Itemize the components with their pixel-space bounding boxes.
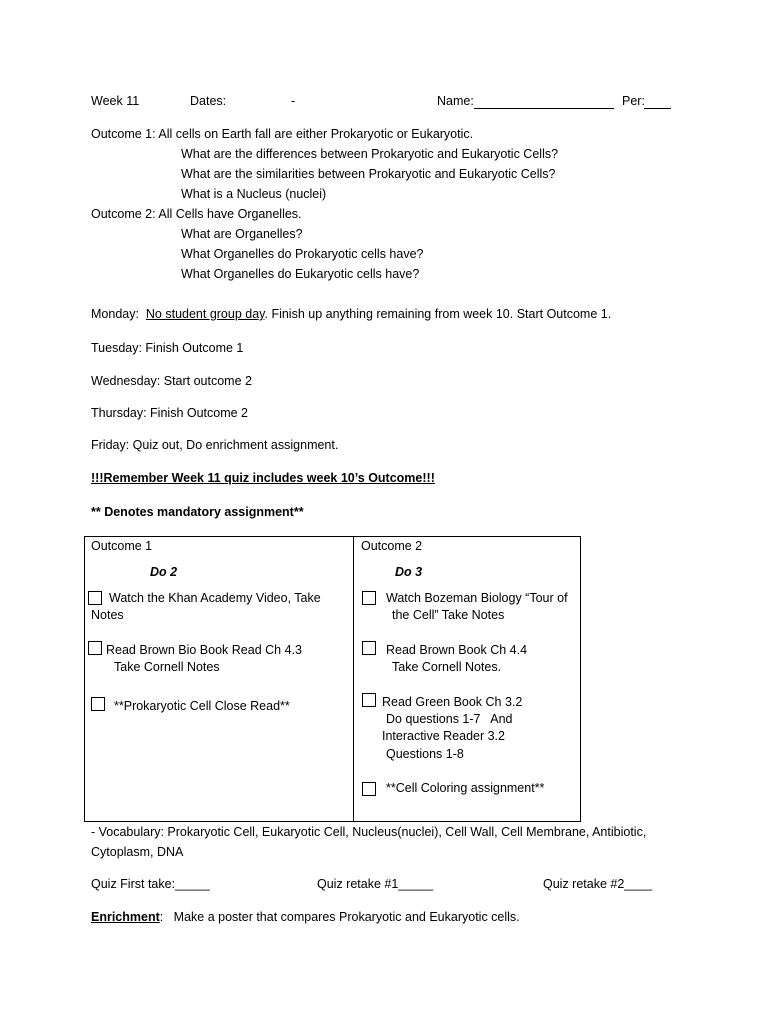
header-dates-dash: - — [291, 94, 296, 108]
header-per-underline — [644, 108, 671, 109]
col1-item2-checkbox[interactable] — [88, 641, 102, 655]
outcome-2-question: What are Organelles? — [181, 227, 303, 241]
enrichment-label: Enrichment — [91, 910, 160, 924]
monday-underlined: No student group day — [145, 307, 265, 321]
col1-item3-checkbox[interactable] — [91, 697, 105, 711]
col1-item3: **Prokaryotic Cell Close Read** — [114, 699, 290, 713]
schedule-friday: Friday: Quiz out, Do enrichment assignment. — [91, 438, 339, 452]
quiz-retake-1: Quiz retake #1_____ — [317, 877, 434, 891]
col2-item2-line2: Take Cornell Notes. — [392, 660, 502, 674]
outcome-1-question: What is a Nucleus (nuclei) — [181, 187, 327, 201]
col1-title: Outcome 1 — [91, 539, 153, 553]
outcome-2-question: What Organelles do Prokaryotic cells have? — [181, 247, 424, 261]
vocabulary-line2: Cytoplasm, DNA — [91, 845, 184, 859]
outcome-2-title: Outcome 2: All Cells have Organelles. — [91, 207, 302, 221]
col2-item4: **Cell Coloring assignment** — [386, 781, 545, 795]
outcome-1-question: What are the similarities between Prokaryotic and Eukaryotic Cells? — [181, 167, 556, 181]
col2-item3-line2: Do questions 1-7 And — [386, 712, 513, 726]
outcome-2-question: What Organelles do Eukaryotic cells have? — [181, 267, 420, 281]
monday-suffix: . Finish up anything remaining from week 10. Start Outcome 1. — [264, 307, 612, 321]
schedule-monday — [91, 307, 611, 321]
header-week: Week 11 — [91, 94, 140, 108]
col1-item1-checkbox[interactable] — [88, 591, 102, 605]
monday-prefix: Monday: — [91, 307, 146, 321]
quiz-first-take: Quiz First take:_____ — [91, 877, 210, 891]
col1-item1-line1: Watch the Khan Academy Video, Take — [109, 591, 321, 605]
col2-do: Do 3 — [395, 565, 423, 579]
col2-item3-line3: Interactive Reader 3.2 — [382, 729, 505, 743]
col2-item1-checkbox[interactable] — [362, 591, 376, 605]
col2-item1-line1: Watch Bozeman Biology “Tour of — [386, 591, 568, 605]
col1-item2-line1: Read Brown Bio Book Read Ch 4.3 — [106, 643, 302, 657]
col1-do: Do 2 — [150, 565, 178, 579]
assignment-table — [84, 536, 581, 822]
vocabulary-line1: - Vocabulary: Prokaryotic Cell, Eukaryotic Cell, Nucleus(nuclei), Cell Wall, Cell Membrane, Antibiotic, — [91, 825, 647, 839]
enrichment — [91, 910, 520, 924]
col2-item3-line1: Read Green Book Ch 3.2 — [382, 695, 523, 709]
header-dates-label: Dates: — [190, 94, 227, 108]
enrichment-text: : Make a poster that compares Prokaryotic and Eukaryotic cells. — [159, 910, 520, 924]
table-divider — [353, 537, 354, 821]
header-name-underline — [474, 108, 614, 109]
col1-item2-line2: Take Cornell Notes — [114, 660, 220, 674]
header-name-label: Name: — [437, 94, 474, 108]
schedule-thursday: Thursday: Finish Outcome 2 — [91, 406, 249, 420]
header-per-label: Per: — [622, 94, 645, 108]
schedule-tuesday: Tuesday: Finish Outcome 1 — [91, 341, 244, 355]
col2-item4-checkbox[interactable] — [362, 782, 376, 796]
mandatory-note: ** Denotes mandatory assignment** — [91, 505, 304, 519]
col2-item3-line4: Questions 1-8 — [386, 747, 464, 761]
schedule-wednesday: Wednesday: Start outcome 2 — [91, 374, 252, 388]
outcome-1-question: What are the differences between Prokaryotic and Eukaryotic Cells? — [181, 147, 559, 161]
col1-item1-line2: Notes — [91, 608, 124, 622]
quiz-retake-2: Quiz retake #2____ — [543, 877, 653, 891]
outcome-1-title: Outcome 1: All cells on Earth fall are either Prokaryotic or Eukaryotic. — [91, 127, 474, 141]
col2-item2-checkbox[interactable] — [362, 641, 376, 655]
reminder-text: !!!Remember Week 11 quiz includes week 10’s Outcome!!! — [91, 471, 435, 485]
col2-title: Outcome 2 — [361, 539, 423, 553]
col2-item2-line1: Read Brown Book Ch 4.4 — [386, 643, 528, 657]
col2-item3-checkbox[interactable] — [362, 693, 376, 707]
col2-item1-line2: the Cell” Take Notes — [392, 608, 505, 622]
